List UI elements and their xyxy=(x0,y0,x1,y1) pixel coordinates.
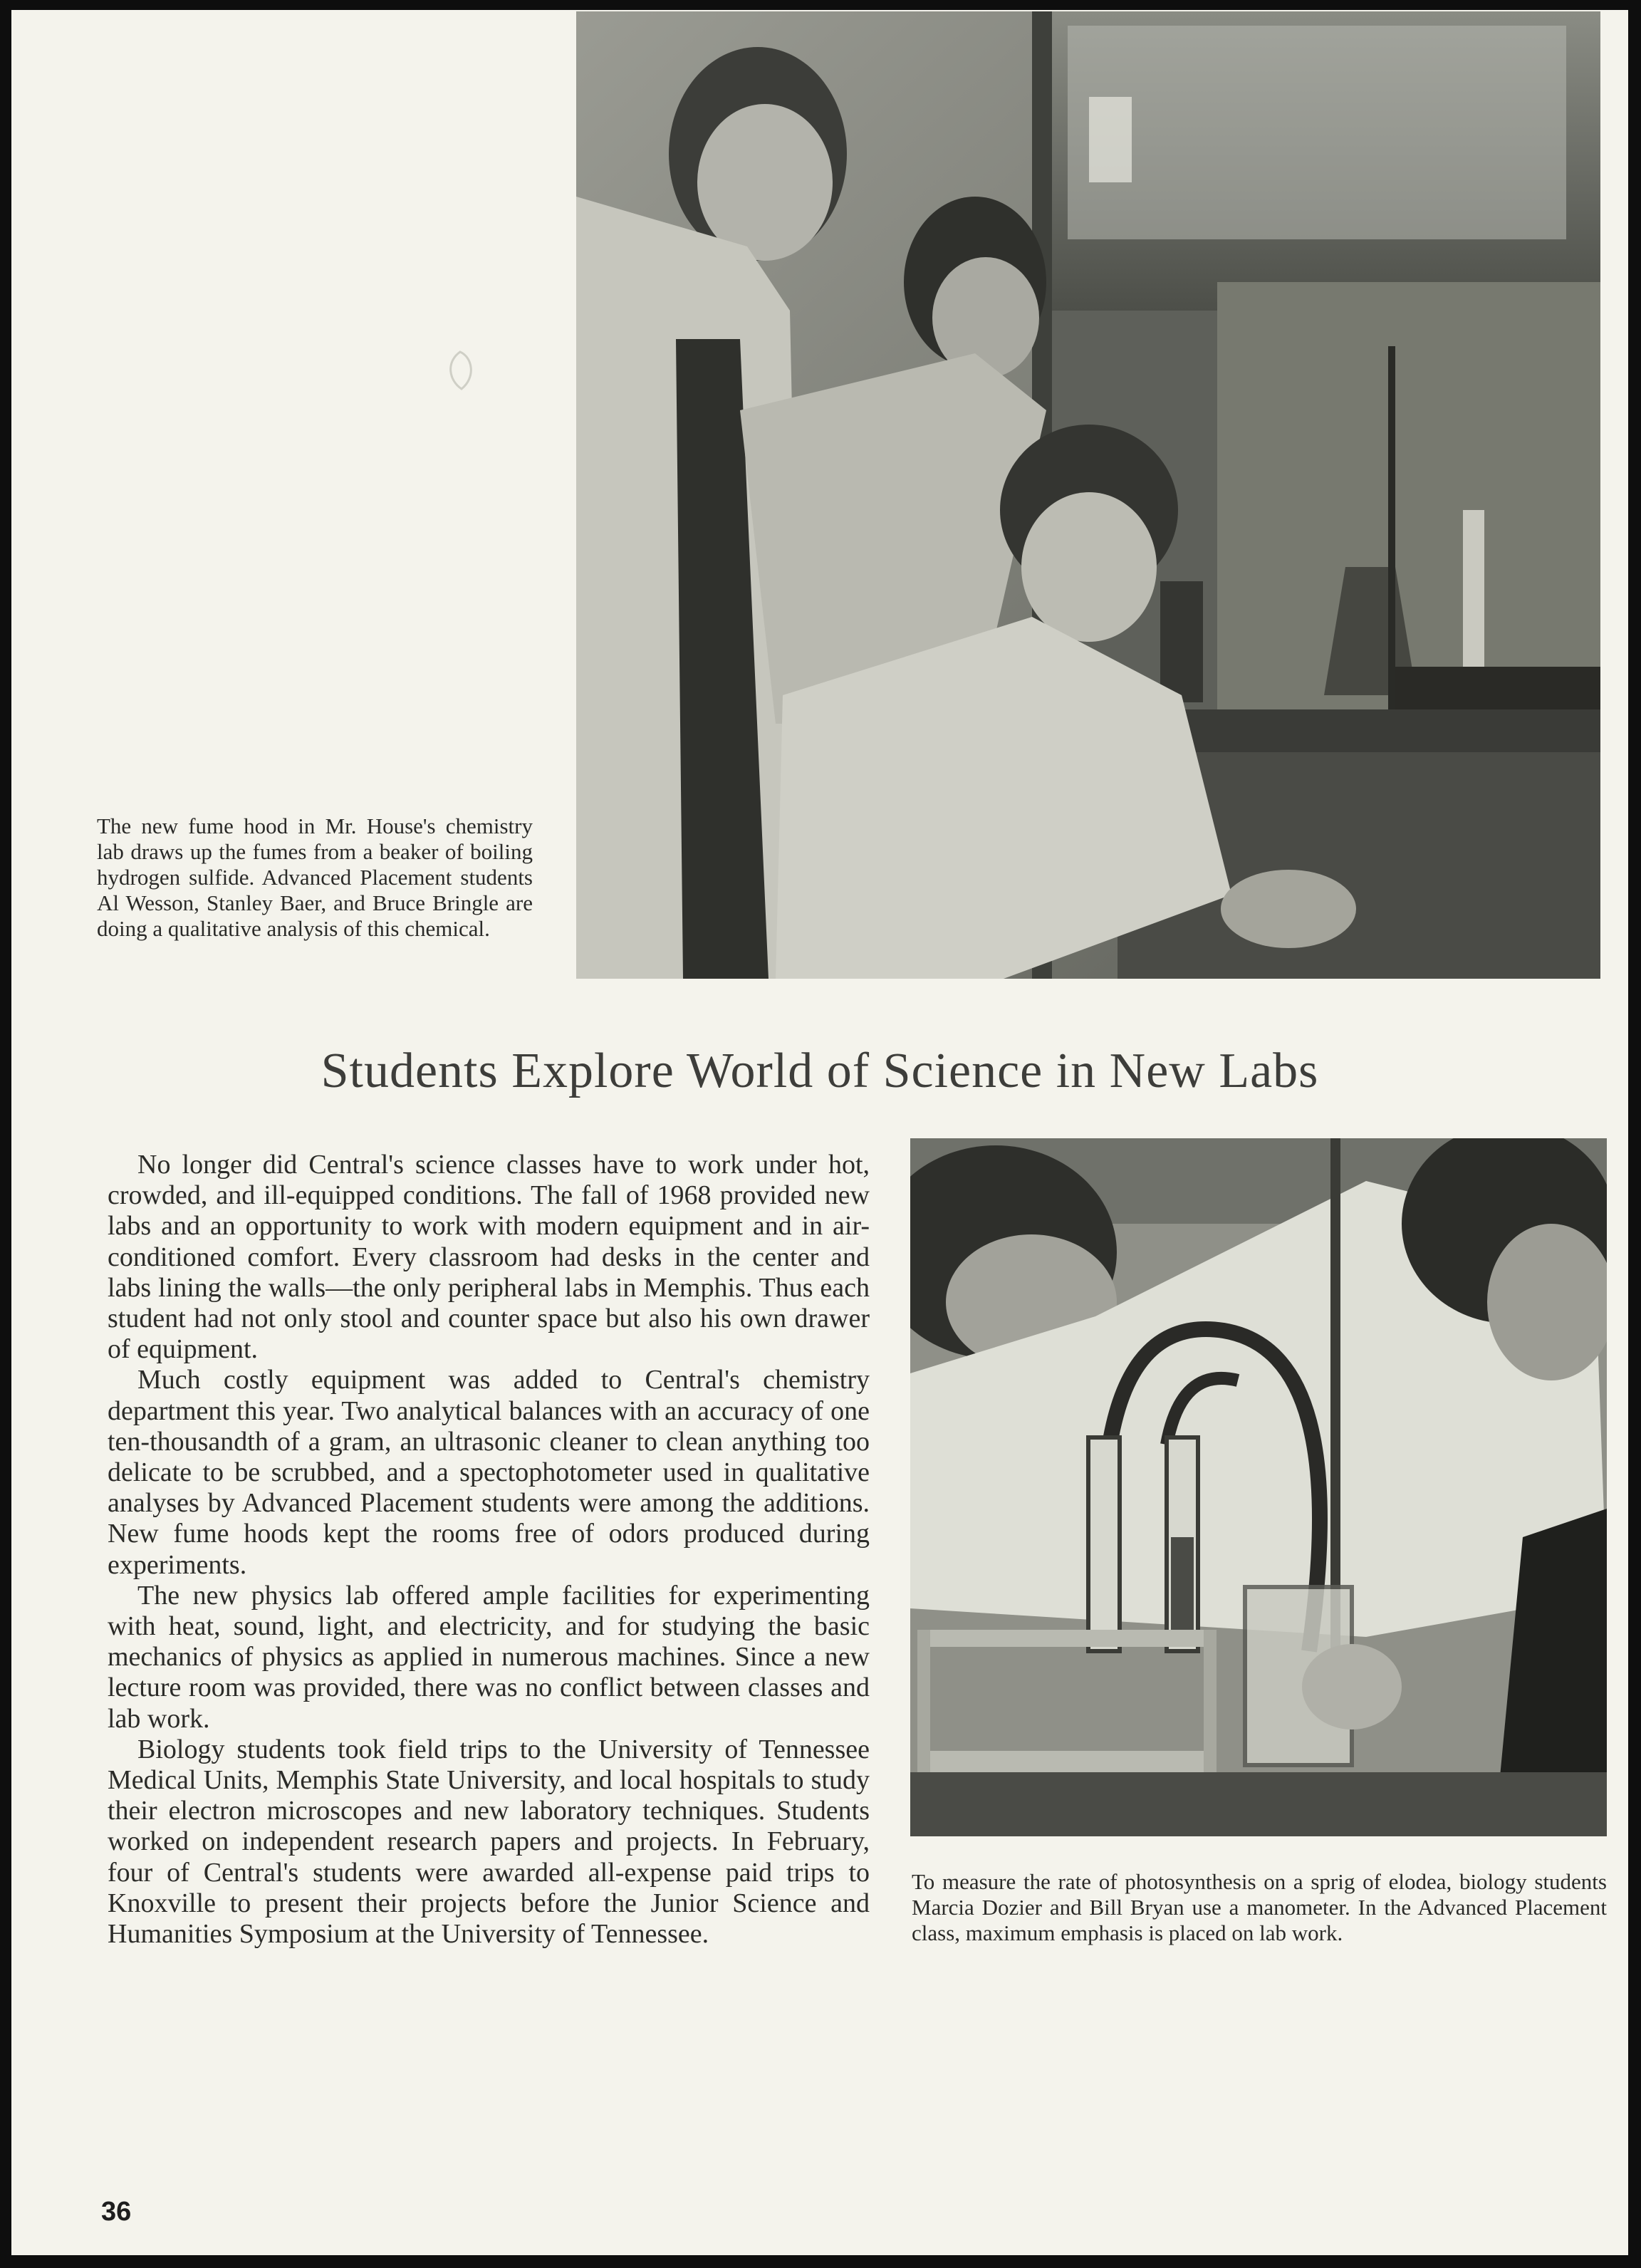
manometer-photo-image xyxy=(910,1138,1607,1836)
leaf-mark-icon xyxy=(442,349,479,392)
article-body xyxy=(108,1150,870,1950)
article-paragraph: Biology students took field trips to the University of Tennessee Medical Units, Memphis State University, and local hospitals to study their electron microscopes and new laboratory techniques. Students worked on independent research papers and projects. In February, four of Central's students were awarded all-expense paid trips to Knoxville to present their projects before the Junior Science and Humanities Symposium at the University of Tennessee. xyxy=(108,1734,870,1950)
manometer-caption: To measure the rate of photosynthesis on a sprig of elodea, biology students Marcia Dozier and Bill Bryan use a manometer. In the Advanced Placement class, maximum emphasis is placed on lab work. xyxy=(912,1869,1607,1945)
manometer-photo xyxy=(910,1138,1607,1836)
fume-hood-photo xyxy=(576,11,1600,979)
article-paragraph: No longer did Central's science classes have to work under hot, crowded, and ill-equipped conditions. The fall of 1968 provided new labs and an opportunity to work with modern equipment and in air-conditioned comfort. Every classroom had desks in the center and labs lining the walls—the only peripheral labs in Memphis. Thus each student had not only stool and counter space but also his own drawer of equipment. xyxy=(108,1150,870,1365)
article-paragraph: Much costly equipment was added to Central's chemistry department this year. Two analytical balances with an accuracy of one ten-thousandth of a gram, an ultrasonic cleaner to clean anything too delicate to be scrubbed, and a spectophotometer used in qualitative analyses by Advanced Placement students were among the additions. New fume hoods kept the rooms free of odors produced during experiments. xyxy=(108,1365,870,1580)
yearbook-page xyxy=(11,10,1628,2255)
page-number: 36 xyxy=(101,2197,132,2227)
fume-hood-photo-image xyxy=(576,11,1600,979)
article-paragraph: The new physics lab offered ample facilities for experimenting with heat, sound, light, and electricity, and for studying the basic mechanics of physics as applied in numerous machines. Since a new lecture room was provided, there was no conflict between classes and lab work. xyxy=(108,1580,870,1734)
page-title: Students Explore World of Science in New Labs xyxy=(321,1044,1319,1098)
fume-hood-caption: The new fume hood in Mr. House's chemistry lab draws up the fumes from a beaker of boiling hydrogen sulfide. Advanced Placement students Al Wesson, Stanley Baer, and Bruce Bringle are doing a qualitative analysis of this chemical. xyxy=(97,813,533,941)
